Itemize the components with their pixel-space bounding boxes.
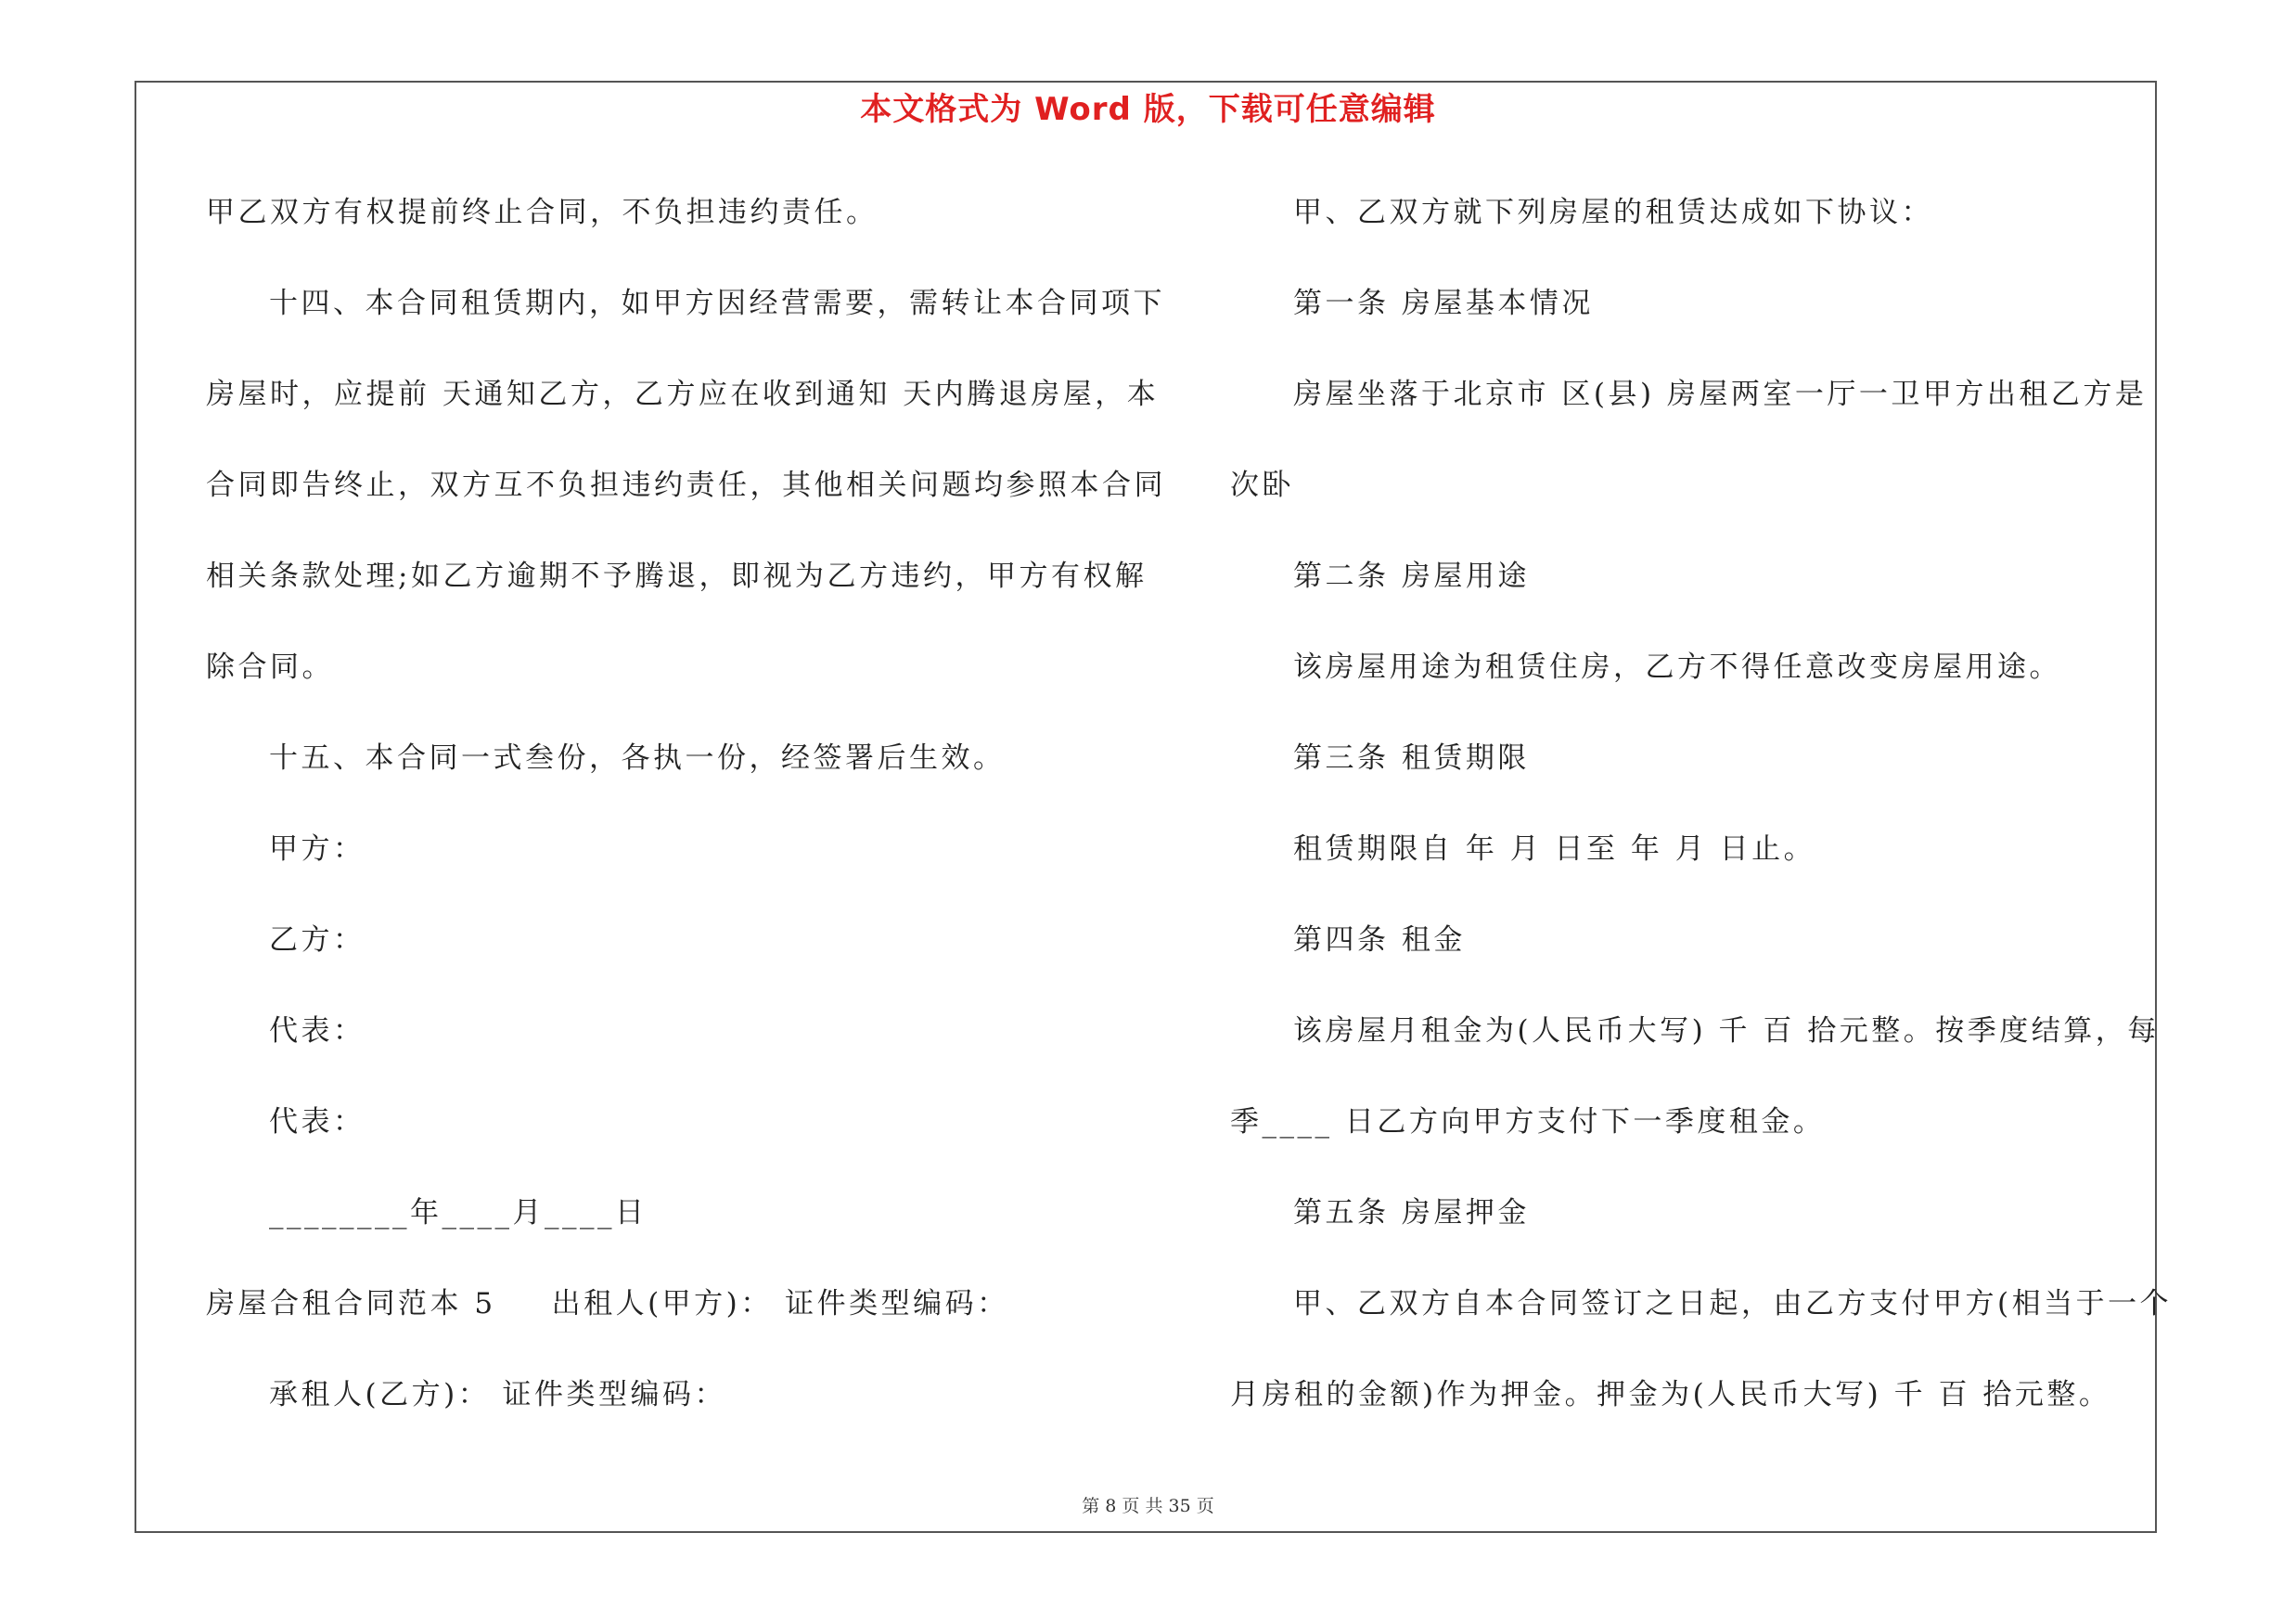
- article-heading: 第三条 租赁期限: [1293, 741, 1530, 775]
- text-line: 月房租的金额)作为押金。押金为(人民币大写) 千 百 拾元整。: [1230, 1378, 2111, 1411]
- text-line: 次卧: [1230, 469, 1294, 502]
- page-number: 第 8 页 共 35 页: [1082, 1496, 1214, 1516]
- text-line: [206, 1277, 1124, 1368]
- text-line: 相关条款处理;如乙方逾期不予腾退，即视为乙方违约，甲方有权解: [206, 560, 1148, 593]
- text-line: 合同即告终止，双方互不负担违约责任，其他相关问题均参照本合同: [206, 469, 1166, 502]
- text-line: 甲乙双方有权提前终止合同，不负担违约责任。: [206, 196, 879, 229]
- text-line: 除合同。: [206, 650, 334, 684]
- article-heading: 第一条 房屋基本情况: [1293, 287, 1594, 320]
- header-banner: 本文格式为 Word 版，下载可任意编辑: [860, 91, 1436, 128]
- text-line: 租赁期限自 年 月 日至 年 月 日止。: [1293, 832, 1816, 866]
- text-line: 房屋坐落于北京市 区(县) 房屋两室一厅一卫甲方出租乙方是: [1293, 378, 2148, 411]
- signature-date: ________年____月____日: [269, 1196, 648, 1230]
- signature-representative: 代表：: [269, 1105, 366, 1139]
- section-title: 房屋合租合同范本 5: [206, 1287, 496, 1320]
- signature-party-b: 乙方：: [269, 923, 366, 957]
- text-line: 十五、本合同一式叁份，各执一份，经签署后生效。: [269, 741, 1006, 775]
- lessor-field: 出租人(甲方)： 证件类型编码：: [551, 1287, 1009, 1320]
- article-heading: 第二条 房屋用途: [1293, 560, 1530, 593]
- text-line: 该房屋月租金为(人民币大写) 千 百 拾元整。按季度结算，每: [1293, 1014, 2160, 1048]
- right-column: [1230, 186, 2173, 1459]
- left-column: [206, 186, 1166, 1459]
- text-line: 十四、本合同租赁期内，如甲方因经营需要，需转让本合同项下: [269, 287, 1165, 320]
- article-heading: 第五条 房屋押金: [1293, 1196, 1530, 1230]
- text-line: 甲、乙双方自本合同签订之日起，由乙方支付甲方(相当于一个: [1293, 1287, 2173, 1320]
- text-line: 房屋时，应提前 天通知乙方，乙方应在收到通知 天内腾退房屋，本: [206, 378, 1160, 411]
- text-line: 该房屋用途为租赁住房，乙方不得任意改变房屋用途。: [1293, 650, 2061, 684]
- text-line: 季____ 日乙方向甲方支付下一季度租金。: [1230, 1105, 1826, 1139]
- article-heading: 第四条 租金: [1293, 923, 1466, 957]
- signature-party-a: 甲方：: [269, 832, 366, 866]
- signature-representative: 代表：: [269, 1014, 366, 1048]
- lessee-field: 承租人(乙方)： 证件类型编码：: [269, 1378, 727, 1411]
- text-line: 甲、乙双方就下列房屋的租赁达成如下协议：: [1293, 196, 1933, 229]
